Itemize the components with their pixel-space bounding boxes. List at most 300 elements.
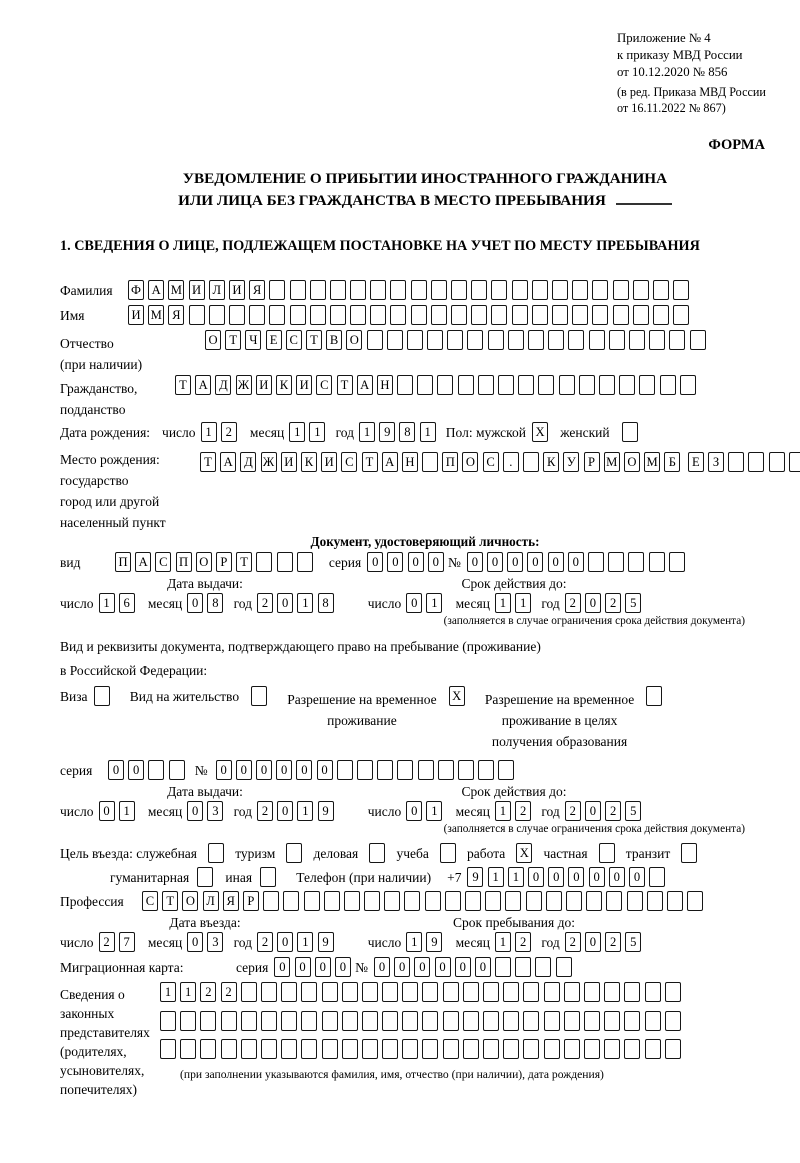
doc-number-cell[interactable]: 0: [568, 552, 584, 572]
doc-number-cell[interactable]: [608, 552, 624, 572]
representative-cell[interactable]: [362, 1039, 378, 1059]
citizenship-cell[interactable]: Д: [215, 375, 231, 395]
firstname-cell[interactable]: М: [148, 305, 164, 325]
representative-cell[interactable]: [544, 1011, 560, 1031]
firstname-cell[interactable]: [451, 305, 467, 325]
mc-number-cell[interactable]: 0: [455, 957, 471, 977]
residence-number-cell[interactable]: [397, 760, 413, 780]
occupation-cell[interactable]: [445, 891, 461, 911]
doc-kind-cell[interactable]: [256, 552, 272, 572]
birthplace-cell[interactable]: З: [708, 452, 724, 472]
birth-day-cell[interactable]: 1: [201, 422, 217, 442]
surname-cell[interactable]: [290, 280, 306, 300]
patronymic-cell[interactable]: [528, 330, 544, 350]
surname-cell[interactable]: [673, 280, 689, 300]
firstname-cell[interactable]: И: [128, 305, 144, 325]
res-issue-year-cell[interactable]: 2: [257, 801, 273, 821]
phone-cell[interactable]: 0: [629, 867, 645, 887]
representative-cell[interactable]: [281, 1011, 297, 1031]
visa-checkbox[interactable]: [94, 686, 110, 706]
birthplace-cell[interactable]: К: [301, 452, 317, 472]
firstname-cell[interactable]: [229, 305, 245, 325]
mc-number-cell[interactable]: [515, 957, 531, 977]
surname-cell[interactable]: [269, 280, 285, 300]
temp-permit-checkbox[interactable]: X: [449, 686, 465, 706]
doc-number-cell[interactable]: [588, 552, 604, 572]
representative-cell[interactable]: [564, 1039, 580, 1059]
expiry-year-cell[interactable]: 2: [565, 593, 581, 613]
birth-day-cell[interactable]: 2: [221, 422, 237, 442]
sex-female-checkbox[interactable]: [622, 422, 638, 442]
firstname-cell[interactable]: [209, 305, 225, 325]
doc-kind-cell[interactable]: П: [176, 552, 192, 572]
purpose-transit-checkbox[interactable]: [681, 843, 697, 863]
representative-cell[interactable]: [422, 1011, 438, 1031]
representative-cell[interactable]: [584, 1039, 600, 1059]
stay-year-cell[interactable]: 2: [565, 932, 581, 952]
doc-number-cell[interactable]: 0: [467, 552, 483, 572]
representative-cell[interactable]: [463, 982, 479, 1002]
stay-year-cell[interactable]: 0: [585, 932, 601, 952]
representative-cell[interactable]: [221, 1011, 237, 1031]
entry-year-cell[interactable]: 1: [297, 932, 313, 952]
firstname-cell[interactable]: [370, 305, 386, 325]
res-expiry-year-cell[interactable]: 0: [585, 801, 601, 821]
mc-number-cell[interactable]: 0: [475, 957, 491, 977]
firstname-cell[interactable]: [411, 305, 427, 325]
patronymic-cell[interactable]: [508, 330, 524, 350]
stay-day-cell[interactable]: 1: [406, 932, 422, 952]
occupation-cell[interactable]: [425, 891, 441, 911]
entry-day-cell[interactable]: 7: [119, 932, 135, 952]
stay-day-cell[interactable]: 9: [426, 932, 442, 952]
res-issue-year-cell[interactable]: 0: [277, 801, 293, 821]
occupation-cell[interactable]: [667, 891, 683, 911]
phone-cell[interactable]: 0: [528, 867, 544, 887]
entry-year-cell[interactable]: 2: [257, 932, 273, 952]
patronymic-cell[interactable]: О: [346, 330, 362, 350]
occupation-cell[interactable]: [304, 891, 320, 911]
citizenship-cell[interactable]: [417, 375, 433, 395]
citizenship-cell[interactable]: [397, 375, 413, 395]
patronymic-cell[interactable]: Ч: [245, 330, 261, 350]
doc-series-cell[interactable]: 0: [428, 552, 444, 572]
res-expiry-year-cell[interactable]: 2: [565, 801, 581, 821]
firstname-cell[interactable]: [189, 305, 205, 325]
birthplace-cell[interactable]: Т: [362, 452, 378, 472]
surname-cell[interactable]: [592, 280, 608, 300]
patronymic-cell[interactable]: [447, 330, 463, 350]
surname-cell[interactable]: [512, 280, 528, 300]
firstname-cell[interactable]: [471, 305, 487, 325]
firstname-cell[interactable]: [572, 305, 588, 325]
representative-cell[interactable]: [362, 1011, 378, 1031]
phone-cell[interactable]: 0: [548, 867, 564, 887]
residence-number-cell[interactable]: 0: [276, 760, 292, 780]
surname-cell[interactable]: [491, 280, 507, 300]
patronymic-cell[interactable]: В: [326, 330, 342, 350]
birthplace-cell[interactable]: О: [462, 452, 478, 472]
occupation-cell[interactable]: [283, 891, 299, 911]
representative-cell[interactable]: [160, 1011, 176, 1031]
res-issue-day-cell[interactable]: 0: [99, 801, 115, 821]
citizenship-cell[interactable]: А: [357, 375, 373, 395]
expiry-day-cell[interactable]: 0: [406, 593, 422, 613]
firstname-cell[interactable]: [532, 305, 548, 325]
representative-cell[interactable]: [503, 1011, 519, 1031]
doc-kind-cell[interactable]: А: [135, 552, 151, 572]
firstname-cell[interactable]: [290, 305, 306, 325]
expiry-year-cell[interactable]: 0: [585, 593, 601, 613]
mc-series-cell[interactable]: 0: [295, 957, 311, 977]
occupation-cell[interactable]: Р: [243, 891, 259, 911]
surname-cell[interactable]: [613, 280, 629, 300]
doc-kind-cell[interactable]: Р: [216, 552, 232, 572]
representative-cell[interactable]: [261, 1011, 277, 1031]
firstname-cell[interactable]: [673, 305, 689, 325]
citizenship-cell[interactable]: [619, 375, 635, 395]
citizenship-cell[interactable]: [680, 375, 696, 395]
birthplace-cell[interactable]: И: [321, 452, 337, 472]
patronymic-cell[interactable]: [669, 330, 685, 350]
occupation-cell[interactable]: [364, 891, 380, 911]
stay-year-cell[interactable]: 5: [625, 932, 641, 952]
firstname-cell[interactable]: [512, 305, 528, 325]
residence-number-cell[interactable]: 0: [216, 760, 232, 780]
citizenship-cell[interactable]: Ж: [236, 375, 252, 395]
doc-number-cell[interactable]: [669, 552, 685, 572]
representative-cell[interactable]: [241, 1011, 257, 1031]
citizenship-cell[interactable]: [478, 375, 494, 395]
occupation-cell[interactable]: [465, 891, 481, 911]
representative-cell[interactable]: [463, 1039, 479, 1059]
doc-kind-cell[interactable]: С: [155, 552, 171, 572]
representative-cell[interactable]: [443, 982, 459, 1002]
residence-series-cell[interactable]: [148, 760, 164, 780]
patronymic-cell[interactable]: [488, 330, 504, 350]
patronymic-cell[interactable]: [467, 330, 483, 350]
patronymic-cell[interactable]: [690, 330, 706, 350]
birth-month-cell[interactable]: 1: [289, 422, 305, 442]
residence-number-cell[interactable]: 0: [296, 760, 312, 780]
birthplace-cell[interactable]: И: [281, 452, 297, 472]
surname-cell[interactable]: Л: [209, 280, 225, 300]
representative-cell[interactable]: [382, 982, 398, 1002]
firstname-cell[interactable]: [633, 305, 649, 325]
birthplace-cell[interactable]: О: [624, 452, 640, 472]
firstname-cell[interactable]: [653, 305, 669, 325]
occupation-cell[interactable]: [687, 891, 703, 911]
representative-cell[interactable]: [624, 982, 640, 1002]
representative-cell[interactable]: [402, 982, 418, 1002]
residence-permit-checkbox[interactable]: [251, 686, 267, 706]
birthplace-cell[interactable]: П: [442, 452, 458, 472]
issue-day-cell[interactable]: 1: [99, 593, 115, 613]
issue-day-cell[interactable]: 6: [119, 593, 135, 613]
representative-cell[interactable]: [402, 1011, 418, 1031]
patronymic-cell[interactable]: [548, 330, 564, 350]
entry-year-cell[interactable]: 9: [318, 932, 334, 952]
residence-number-cell[interactable]: [458, 760, 474, 780]
representative-cell[interactable]: [483, 1039, 499, 1059]
phone-cell[interactable]: 0: [589, 867, 605, 887]
res-expiry-year-cell[interactable]: 2: [605, 801, 621, 821]
doc-kind-cell[interactable]: О: [196, 552, 212, 572]
representative-cell[interactable]: [342, 1039, 358, 1059]
occupation-cell[interactable]: [647, 891, 663, 911]
occupation-cell[interactable]: [586, 891, 602, 911]
surname-cell[interactable]: Я: [249, 280, 265, 300]
mc-number-cell[interactable]: 0: [374, 957, 390, 977]
representative-cell[interactable]: [180, 1011, 196, 1031]
representative-cell[interactable]: [503, 982, 519, 1002]
surname-cell[interactable]: [411, 280, 427, 300]
representative-cell[interactable]: [645, 982, 661, 1002]
surname-cell[interactable]: А: [148, 280, 164, 300]
phone-cell[interactable]: 9: [467, 867, 483, 887]
doc-number-cell[interactable]: 0: [507, 552, 523, 572]
issue-month-cell[interactable]: 8: [207, 593, 223, 613]
occupation-cell[interactable]: [404, 891, 420, 911]
birth-year-cell[interactable]: 1: [359, 422, 375, 442]
citizenship-cell[interactable]: С: [316, 375, 332, 395]
citizenship-cell[interactable]: [498, 375, 514, 395]
residence-number-cell[interactable]: [498, 760, 514, 780]
res-issue-year-cell[interactable]: 9: [318, 801, 334, 821]
doc-kind-cell[interactable]: Т: [236, 552, 252, 572]
res-expiry-day-cell[interactable]: 1: [426, 801, 442, 821]
residence-number-cell[interactable]: [357, 760, 373, 780]
representative-cell[interactable]: [281, 982, 297, 1002]
issue-year-cell[interactable]: 0: [277, 593, 293, 613]
surname-cell[interactable]: [552, 280, 568, 300]
birth-month-cell[interactable]: 1: [309, 422, 325, 442]
occupation-cell[interactable]: [606, 891, 622, 911]
firstname-cell[interactable]: [249, 305, 265, 325]
doc-number-cell[interactable]: [628, 552, 644, 572]
citizenship-cell[interactable]: Т: [337, 375, 353, 395]
patronymic-cell[interactable]: Т: [306, 330, 322, 350]
birthplace-cell[interactable]: [422, 452, 438, 472]
surname-cell[interactable]: [350, 280, 366, 300]
representative-cell[interactable]: [422, 1039, 438, 1059]
residence-number-cell[interactable]: 0: [256, 760, 272, 780]
doc-kind-cell[interactable]: [277, 552, 293, 572]
representative-cell[interactable]: [463, 1011, 479, 1031]
mc-number-cell[interactable]: [556, 957, 572, 977]
occupation-cell[interactable]: Т: [162, 891, 178, 911]
patronymic-cell[interactable]: Е: [266, 330, 282, 350]
surname-cell[interactable]: И: [229, 280, 245, 300]
sex-male-checkbox[interactable]: X: [532, 422, 548, 442]
birthplace-cell[interactable]: Н: [402, 452, 418, 472]
doc-kind-cell[interactable]: П: [115, 552, 131, 572]
patronymic-cell[interactable]: [589, 330, 605, 350]
representative-cell[interactable]: 1: [180, 982, 196, 1002]
citizenship-cell[interactable]: А: [195, 375, 211, 395]
purpose-tourism-checkbox[interactable]: [286, 843, 302, 863]
residence-series-cell[interactable]: 0: [128, 760, 144, 780]
residence-number-cell[interactable]: [377, 760, 393, 780]
birth-year-cell[interactable]: 8: [399, 422, 415, 442]
birthplace-cell[interactable]: [789, 452, 800, 472]
occupation-cell[interactable]: [526, 891, 542, 911]
representative-cell[interactable]: [503, 1039, 519, 1059]
representative-cell[interactable]: [402, 1039, 418, 1059]
representative-cell[interactable]: [665, 1011, 681, 1031]
firstname-cell[interactable]: Я: [168, 305, 184, 325]
res-expiry-day-cell[interactable]: 0: [406, 801, 422, 821]
representative-cell[interactable]: [624, 1039, 640, 1059]
representative-cell[interactable]: [645, 1011, 661, 1031]
representative-cell[interactable]: [241, 1039, 257, 1059]
purpose-work-checkbox[interactable]: X: [516, 843, 532, 863]
occupation-cell[interactable]: [344, 891, 360, 911]
mc-number-cell[interactable]: 0: [394, 957, 410, 977]
surname-cell[interactable]: [390, 280, 406, 300]
patronymic-cell[interactable]: С: [286, 330, 302, 350]
representative-cell[interactable]: [382, 1011, 398, 1031]
patronymic-cell[interactable]: [609, 330, 625, 350]
representative-cell[interactable]: [322, 1011, 338, 1031]
birthplace-cell[interactable]: Д: [240, 452, 256, 472]
expiry-month-cell[interactable]: 1: [495, 593, 511, 613]
citizenship-cell[interactable]: И: [296, 375, 312, 395]
occupation-cell[interactable]: [546, 891, 562, 911]
patronymic-cell[interactable]: [407, 330, 423, 350]
surname-cell[interactable]: [370, 280, 386, 300]
phone-cell[interactable]: 1: [488, 867, 504, 887]
birthplace-cell[interactable]: М: [644, 452, 660, 472]
surname-cell[interactable]: [330, 280, 346, 300]
representative-cell[interactable]: 2: [221, 982, 237, 1002]
residence-series-cell[interactable]: 0: [108, 760, 124, 780]
representative-cell[interactable]: [422, 982, 438, 1002]
res-issue-month-cell[interactable]: 0: [187, 801, 203, 821]
representative-cell[interactable]: [241, 982, 257, 1002]
occupation-cell[interactable]: [627, 891, 643, 911]
representative-cell[interactable]: [544, 982, 560, 1002]
residence-number-cell[interactable]: 0: [317, 760, 333, 780]
res-expiry-month-cell[interactable]: 2: [515, 801, 531, 821]
doc-number-cell[interactable]: 0: [527, 552, 543, 572]
representative-cell[interactable]: [301, 982, 317, 1002]
firstname-cell[interactable]: [390, 305, 406, 325]
firstname-cell[interactable]: [330, 305, 346, 325]
phone-cell[interactable]: 1: [508, 867, 524, 887]
citizenship-cell[interactable]: [518, 375, 534, 395]
citizenship-cell[interactable]: [660, 375, 676, 395]
edu-permit-checkbox[interactable]: [646, 686, 662, 706]
phone-cell[interactable]: [649, 867, 665, 887]
firstname-cell[interactable]: [552, 305, 568, 325]
birthplace-cell[interactable]: [728, 452, 744, 472]
res-issue-day-cell[interactable]: 1: [119, 801, 135, 821]
entry-month-cell[interactable]: 3: [207, 932, 223, 952]
representative-cell[interactable]: 2: [200, 982, 216, 1002]
representative-cell[interactable]: [584, 1011, 600, 1031]
citizenship-cell[interactable]: И: [256, 375, 272, 395]
representative-cell[interactable]: [322, 982, 338, 1002]
stay-year-cell[interactable]: 2: [605, 932, 621, 952]
birthplace-cell[interactable]: А: [220, 452, 236, 472]
birthplace-cell[interactable]: Б: [664, 452, 680, 472]
firstname-cell[interactable]: [310, 305, 326, 325]
citizenship-cell[interactable]: [458, 375, 474, 395]
patronymic-cell[interactable]: [427, 330, 443, 350]
representative-cell[interactable]: [584, 982, 600, 1002]
occupation-cell[interactable]: С: [142, 891, 158, 911]
issue-year-cell[interactable]: 8: [318, 593, 334, 613]
issue-month-cell[interactable]: 0: [187, 593, 203, 613]
birthplace-cell[interactable]: С: [341, 452, 357, 472]
birthplace-cell[interactable]: У: [563, 452, 579, 472]
representative-cell[interactable]: [200, 1039, 216, 1059]
birthplace-cell[interactable]: [523, 452, 539, 472]
citizenship-cell[interactable]: [559, 375, 575, 395]
occupation-cell[interactable]: [485, 891, 501, 911]
mc-series-cell[interactable]: 0: [315, 957, 331, 977]
birthplace-cell[interactable]: [769, 452, 785, 472]
surname-cell[interactable]: [471, 280, 487, 300]
surname-cell[interactable]: [572, 280, 588, 300]
patronymic-cell[interactable]: Т: [225, 330, 241, 350]
occupation-cell[interactable]: Я: [223, 891, 239, 911]
representative-cell[interactable]: [301, 1039, 317, 1059]
representative-cell[interactable]: [544, 1039, 560, 1059]
expiry-year-cell[interactable]: 2: [605, 593, 621, 613]
representative-cell[interactable]: [322, 1039, 338, 1059]
mc-number-cell[interactable]: [495, 957, 511, 977]
birthplace-cell[interactable]: Ж: [261, 452, 277, 472]
surname-cell[interactable]: [310, 280, 326, 300]
birthplace-cell[interactable]: Е: [688, 452, 704, 472]
surname-cell[interactable]: [532, 280, 548, 300]
representative-cell[interactable]: [483, 982, 499, 1002]
doc-number-cell[interactable]: 0: [487, 552, 503, 572]
firstname-cell[interactable]: [613, 305, 629, 325]
representative-cell[interactable]: [301, 1011, 317, 1031]
surname-cell[interactable]: [431, 280, 447, 300]
representative-cell[interactable]: [281, 1039, 297, 1059]
doc-kind-cell[interactable]: [297, 552, 313, 572]
occupation-cell[interactable]: [566, 891, 582, 911]
representative-cell[interactable]: [342, 982, 358, 1002]
birthplace-cell[interactable]: [748, 452, 764, 472]
residence-series-cell[interactable]: [169, 760, 185, 780]
issue-year-cell[interactable]: 1: [297, 593, 313, 613]
mc-series-cell[interactable]: 0: [335, 957, 351, 977]
mc-number-cell[interactable]: 0: [435, 957, 451, 977]
representative-cell[interactable]: [523, 1039, 539, 1059]
representative-cell[interactable]: [624, 1011, 640, 1031]
firstname-cell[interactable]: [491, 305, 507, 325]
residence-number-cell[interactable]: [438, 760, 454, 780]
representative-cell[interactable]: [382, 1039, 398, 1059]
patronymic-cell[interactable]: [649, 330, 665, 350]
res-issue-year-cell[interactable]: 1: [297, 801, 313, 821]
phone-cell[interactable]: 0: [609, 867, 625, 887]
occupation-cell[interactable]: [324, 891, 340, 911]
representative-cell[interactable]: [604, 1011, 620, 1031]
citizenship-cell[interactable]: [579, 375, 595, 395]
occupation-cell[interactable]: [505, 891, 521, 911]
representative-cell[interactable]: [443, 1011, 459, 1031]
occupation-cell[interactable]: [384, 891, 400, 911]
citizenship-cell[interactable]: [639, 375, 655, 395]
entry-day-cell[interactable]: 2: [99, 932, 115, 952]
patronymic-cell[interactable]: [387, 330, 403, 350]
